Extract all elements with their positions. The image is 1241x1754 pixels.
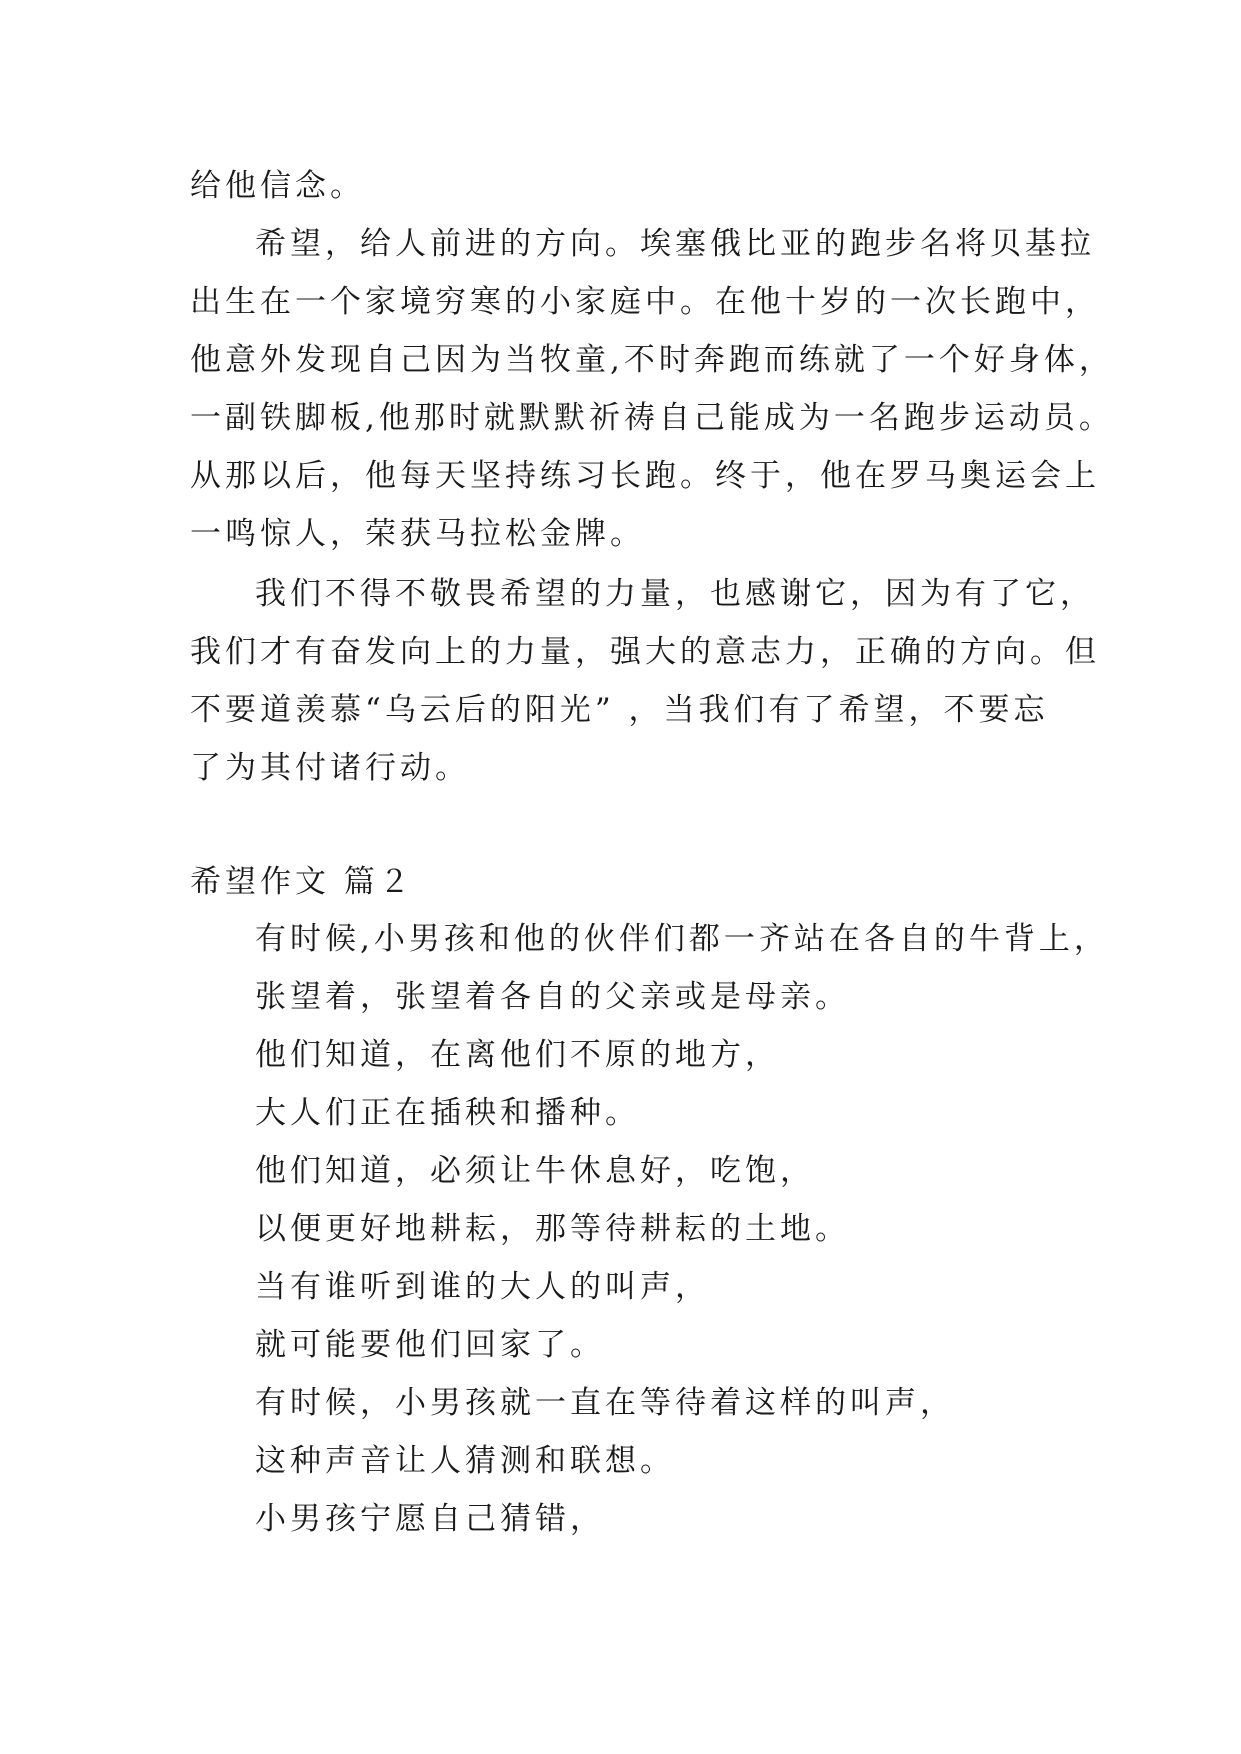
poem-line: 这种声音让人猜测和联想。: [255, 1443, 675, 1479]
paragraph-line: 给他信念。: [190, 168, 365, 204]
paragraph-line: 一副铁脚板,他那时就默默祈祷自己能成为一名跑步运动员。: [190, 400, 1114, 436]
paragraph-line: 他意外发现自己因为当牧童,不时奔跑而练就了一个好身体，: [190, 342, 1114, 378]
paragraph-line: 我们不得不敬畏希望的力量，也感谢它，因为有了它，: [255, 576, 1095, 612]
paragraph-line: 不要道羡慕“乌云后的阳光” ，当我们有了希望，不要忘: [190, 692, 1049, 728]
poem-line: 有时候,小男孩和他的伙伴们都一齐站在各自的牛背上，: [255, 921, 1109, 957]
paragraph-line: 了为其付诸行动。: [190, 750, 470, 786]
poem-line: 大人们正在插秧和播种。: [255, 1095, 640, 1131]
paragraph-line: 出生在一个家境穷寒的小家庭中。在他十岁的一次长跑中，: [190, 284, 1100, 320]
poem-line: 当有谁听到谁的大人的叫声，: [255, 1269, 710, 1305]
poem-line: 张望着，张望着各自的父亲或是母亲。: [255, 979, 850, 1015]
poem-line: 有时候，小男孩就一直在等待着这样的叫声，: [255, 1385, 955, 1421]
paragraph-line: 希望，给人前进的方向。埃塞俄比亚的跑步名将贝基拉: [255, 226, 1095, 262]
paragraph-line: 一鸣惊人，荣获马拉松金牌。: [190, 516, 645, 552]
paragraph-line: 我们才有奋发向上的力量，强大的意志力，正确的方向。但: [190, 634, 1100, 670]
paragraph-line: 从那以后，他每天坚持练习长跑。终于，他在罗马奥运会上: [190, 458, 1100, 494]
section-heading: 希望作文 篇２: [190, 864, 414, 900]
poem-line: 他们知道，必须让牛休息好，吃饱，: [255, 1153, 815, 1189]
poem-line: 小男孩宁愿自己猜错，: [255, 1501, 605, 1537]
poem-line: 就可能要他们回家了。: [255, 1327, 605, 1363]
poem-line: 以便更好地耕耘，那等待耕耘的土地。: [255, 1211, 850, 1247]
poem-line: 他们知道，在离他们不原的地方，: [255, 1037, 780, 1073]
